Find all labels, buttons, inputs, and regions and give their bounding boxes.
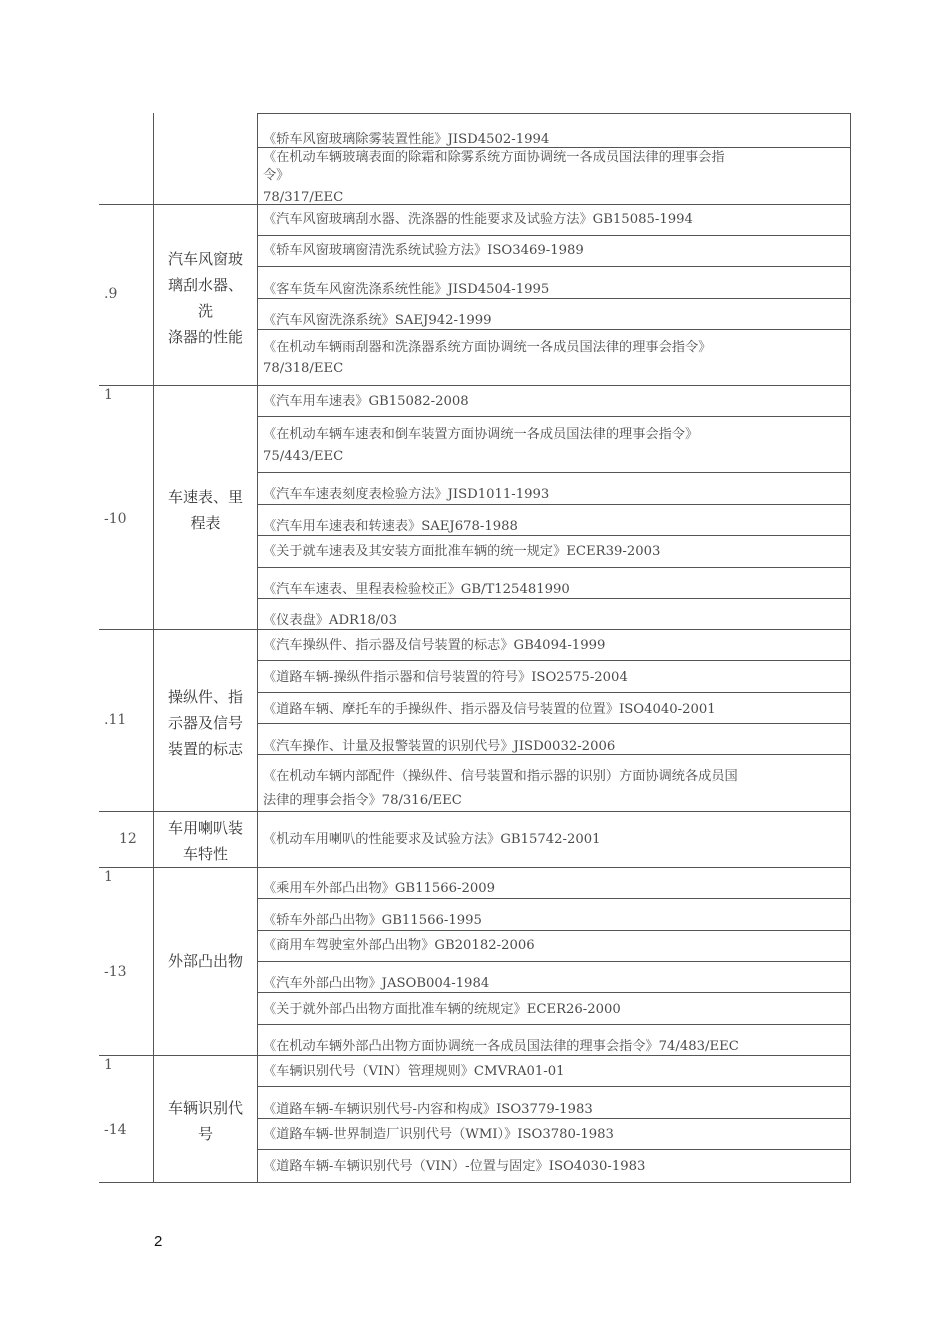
standard-reference: 《在机动车辆外部凸出物方面协调统一各成员国法律的理事会指令》74/483/EEC (263, 1039, 739, 1054)
category-line: 洗 (197, 302, 213, 320)
table-line (257, 472, 851, 473)
table-line (257, 898, 851, 899)
table-line (99, 1182, 851, 1183)
standard-reference: 《轿车风窗玻璃除雾装置性能》JISD4502-1994 (263, 132, 550, 147)
category-cell (154, 246, 257, 350)
row-number: 1 (104, 869, 113, 885)
standard-reference: 《道路车辆-车辆识别代号（VIN）-位置与固定》ISO4030-1983 (263, 1159, 646, 1174)
category-cell (154, 484, 257, 536)
standard-reference: 法律的理事会指令》78/316/EEC (263, 793, 462, 808)
table-line (257, 1024, 851, 1025)
table-line (257, 113, 258, 1183)
standard-reference: 《车辆识别代号（VIN）管理规则》CMVRA01-01 (263, 1064, 565, 1079)
category-line: 汽车风窗玻 (167, 250, 243, 268)
standard-reference: 令》 (263, 168, 290, 183)
table-line (257, 235, 851, 236)
category-line: 示器及信号 (167, 714, 243, 732)
category-line: 涤器的性能 (167, 328, 243, 346)
table-line (257, 660, 851, 661)
row-number: -10 (104, 511, 127, 527)
standard-reference: 《轿车外部凸出物》GB11566-1995 (263, 913, 482, 928)
standard-reference: 《道路车辆、摩托车的手操纵件、指示器及信号装置的位置》ISO4040-2001 (263, 702, 716, 717)
standard-reference: 78/317/EEC (263, 190, 344, 203)
standard-reference: 《道路车辆-世界制造厂识别代号（WMI）》ISO3780-1983 (263, 1127, 614, 1142)
category-cell (154, 1095, 257, 1147)
standard-reference: 《关于就车速表及其安装方面批准车辆的统一规定》ECER39-2003 (263, 544, 661, 559)
table-line (850, 113, 851, 1183)
category-line: 车辆识别代 (167, 1099, 243, 1117)
standard-reference: 《商用车驾驶室外部凸出物》GB20182-2006 (263, 938, 535, 953)
standard-reference: 《汽车外部凸出物》JASOB004-1984 (263, 976, 490, 991)
standard-reference: 《道路车辆-车辆识别代号-内容和构成》ISO3779-1983 (263, 1102, 593, 1117)
standard-reference: 《在机动车辆玻璃表面的除霜和除雾系统方面协调统一各成员国法律的理事会指 (263, 150, 725, 165)
category-line: 程表 (190, 514, 221, 532)
standard-reference: 75/443/EEC (263, 449, 344, 464)
standard-reference: 《汽车风窗玻璃刮水器、洗涤器的性能要求及试验方法》GB15085-1994 (263, 212, 693, 227)
table-line (257, 930, 851, 931)
standard-reference: 《汽车风窗洗涤系统》SAEJ942-1999 (263, 313, 492, 328)
category-line: 操纵件、指 (167, 688, 243, 706)
standard-reference: 《汽车车速表刻度表检验方法》JISD1011-1993 (263, 487, 550, 502)
category-line: 璃刮水器、 (167, 276, 243, 294)
row-number: 1 (104, 387, 113, 403)
category-line: 号 (197, 1125, 213, 1143)
category-cell (154, 684, 257, 762)
standard-reference: 《仪表盘》ADR18/03 (263, 613, 397, 628)
standard-reference: 78/318/EEC (263, 361, 344, 376)
page-number: 2 (154, 1233, 163, 1250)
table-line (257, 113, 851, 114)
table-line (257, 567, 851, 568)
category-line: 外部凸出物 (167, 952, 243, 970)
standard-reference: 《道路车辆-操纵件指示器和信号装置的符号》ISO2575-2004 (263, 670, 628, 685)
category-cell (154, 948, 257, 974)
category-line: 车用喇叭装 (167, 819, 243, 837)
row-number: .11 (104, 712, 127, 728)
table-line (257, 723, 851, 724)
category-line: 车速表、里 (167, 488, 243, 506)
standard-reference: 《客车货车风窗洗涤系统性能》JISD4504-1995 (263, 282, 550, 297)
table-line (99, 629, 851, 630)
table-line (257, 692, 851, 693)
standard-reference: 《在机动车辆雨刮器和洗涤器系统方面协调统一各成员国法律的理事会指令》 (263, 340, 712, 355)
row-number: .9 (104, 286, 118, 302)
standard-reference: 《机动车用喇叭的性能要求及试验方法》GB15742-2001 (263, 832, 601, 847)
table-line (99, 811, 851, 812)
standard-reference: 《轿车风窗玻璃窗清洗系统试验方法》ISO3469-1989 (263, 243, 584, 258)
standard-reference: 《关于就外部凸出物方面批准车辆的统规定》ECER26-2000 (263, 1002, 621, 1017)
standard-reference: 《汽车操纵件、指示器及信号装置的标志》GB4094-1999 (263, 638, 606, 653)
standard-reference: 《汽车操作、计量及报警装置的识别代号》JISD0032-2006 (263, 739, 616, 754)
table-line (99, 204, 851, 205)
table-line (257, 1149, 851, 1150)
standard-reference: 《汽车用车速表》GB15082-2008 (263, 394, 469, 409)
table-line (257, 1086, 851, 1087)
standard-reference: 《乘用车外部凸出物》GB11566-2009 (263, 881, 496, 896)
category-line: 车特性 (182, 845, 228, 863)
table-line (99, 867, 851, 868)
standard-reference: 《汽车用车速表和转速表》SAEJ678-1988 (263, 519, 518, 534)
table-line (257, 416, 851, 417)
standard-reference: 《汽车车速表、里程表检验校正》GB/T125481990 (263, 582, 570, 597)
standard-reference: 《在机动车辆内部配件（操纵件、信号装置和指示器的识别）方面协调统各成员国 (263, 769, 738, 784)
table-line (257, 266, 851, 267)
row-number: -14 (104, 1122, 127, 1138)
category-cell (154, 815, 257, 867)
row-number: -13 (104, 964, 127, 980)
table-line (99, 385, 851, 386)
table-line (257, 504, 851, 505)
standard-reference: 《在机动车辆车速表和倒车装置方面协调统一各成员国法律的理事会指令》 (263, 427, 699, 442)
row-number: 1 (104, 1057, 113, 1073)
row-number: 12 (119, 831, 137, 847)
table-line (257, 961, 851, 962)
category-line: 装置的标志 (167, 740, 243, 758)
